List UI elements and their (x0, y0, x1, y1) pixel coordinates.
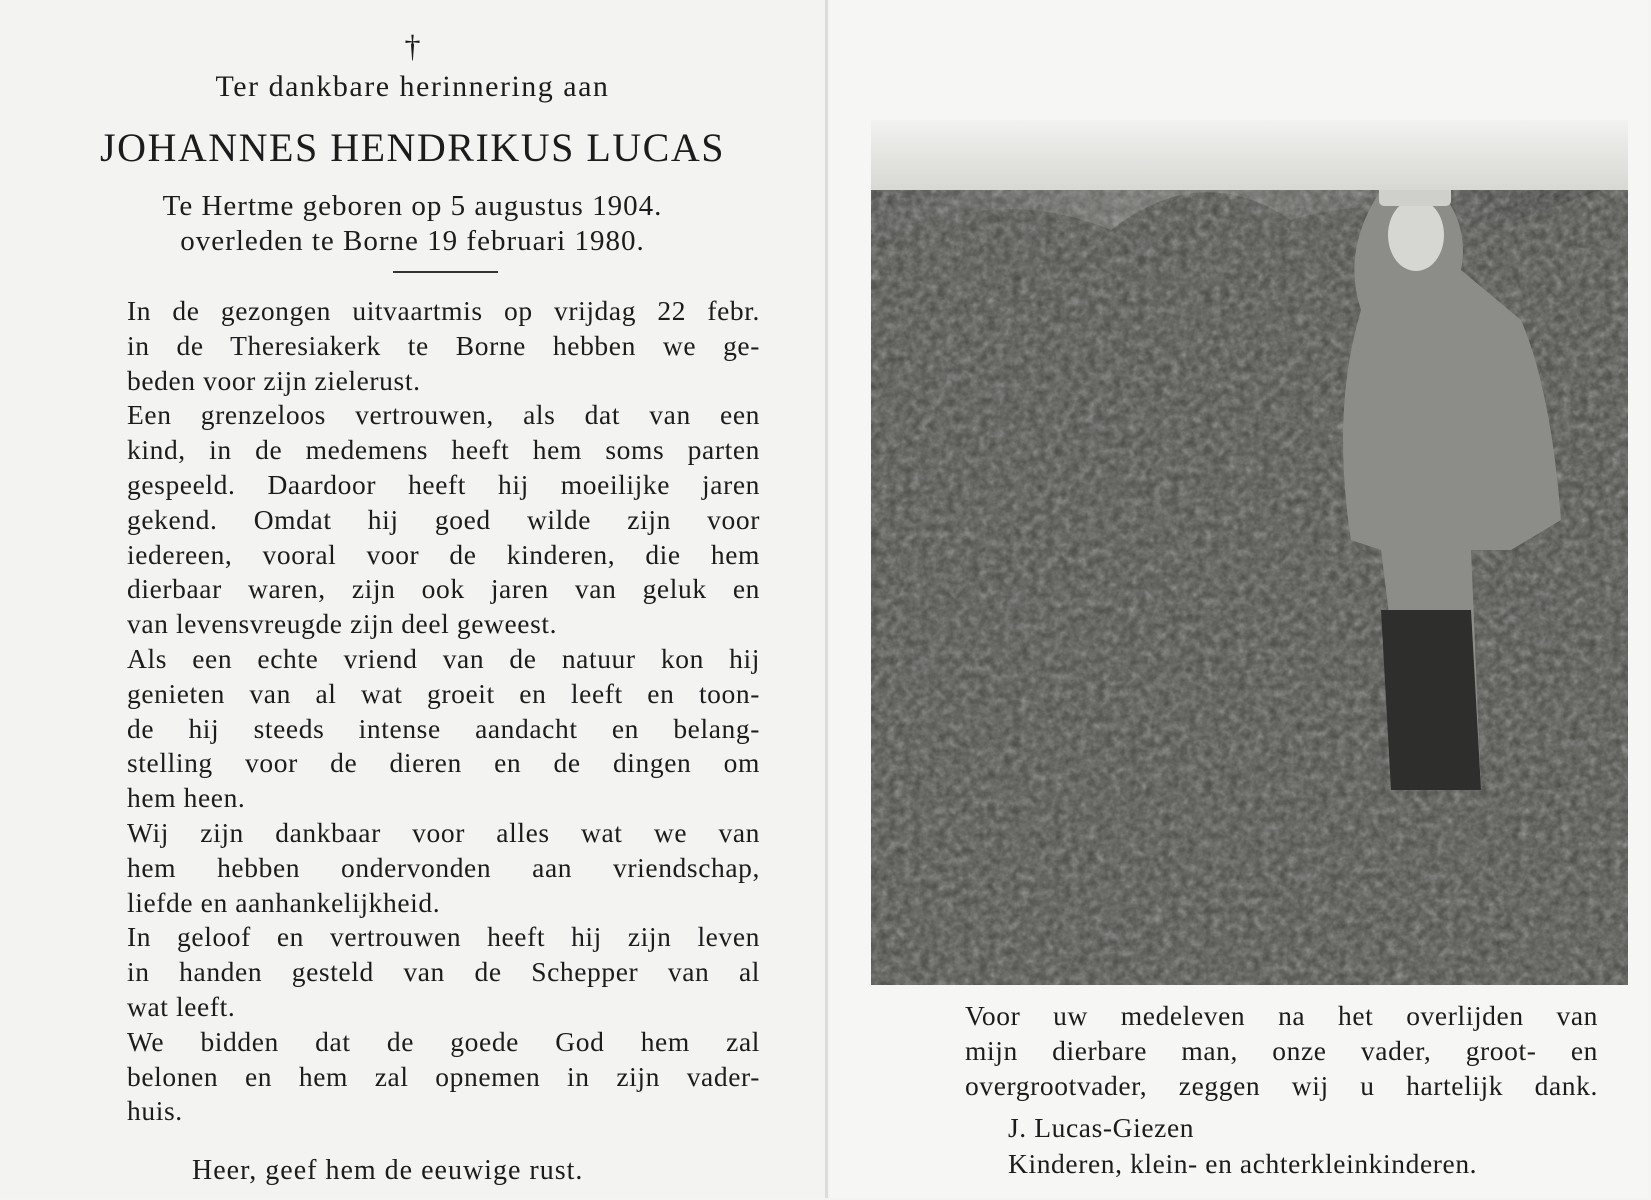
body-line: iedereen, vooral voor de kinderen, die hem (127, 538, 760, 570)
caption-line: mijn dierbare man, onze vader, groot- en (965, 1034, 1598, 1066)
body-line: Een grenzeloos vertrouwen, als dat van een (127, 399, 760, 431)
body-line: Als een echte vriend van de natuur kon hij (127, 642, 760, 674)
body-line: genieten van al wat groeit en leeft en toon- (127, 677, 760, 709)
body-line: kind, in de medemens heeft hem soms parten (127, 434, 760, 466)
body-line: In de gezongen uitvaartmis op vrijdag 22 febr. (127, 295, 760, 326)
deceased-name: JOHANNES HENDRIKUS LUCAS (100, 125, 725, 170)
body-line: hem hebben ondervonden aan vriendschap, (127, 851, 760, 883)
body-line: gespeeld. Daardoor heeft hij moeilijke jaren (127, 468, 760, 500)
card-header: Ter dankbare herinnering aan (215, 70, 610, 103)
body-line: gekend. Omdat hij goed wilde zijn voor (127, 503, 760, 535)
body-line: In geloof en vertrouwen heeft hij zijn leven (127, 921, 760, 953)
cross-icon: † (404, 28, 421, 64)
body-line: de hij steeds intense aandacht en belang- (127, 712, 760, 744)
death-line: overleden te Borne 19 februari 1980. (180, 225, 645, 257)
divider (393, 271, 498, 273)
body-line: belonen en hem zal opnemen in zijn vader- (127, 1060, 760, 1092)
thank-you-caption (965, 998, 1598, 1102)
signature-name: J. Lucas-Giezen (1008, 1112, 1195, 1143)
body-line: in de Theresiakerk te Borne hebben we ge- (127, 329, 760, 361)
body-line: liefde en aanhankelijkheid. (127, 886, 441, 918)
body-line: dierbaar waren, zijn ook jaren van geluk en (127, 573, 760, 605)
caption-line: Voor uw medeleven na het overlijden van (965, 1000, 1598, 1031)
portrait-photo (871, 190, 1628, 985)
body-line: We bidden dat de goede God hem zal (127, 1025, 760, 1057)
body-line: stelling voor de dieren en de dingen om (127, 747, 760, 779)
card-body-text (127, 294, 760, 1129)
body-line: wat leeft. (127, 990, 236, 1022)
signature-block (1008, 1110, 1477, 1182)
family-line: Kinderen, klein- en achterkleinkinderen. (1008, 1148, 1478, 1179)
man-in-heath-illustration (871, 190, 1628, 985)
body-line: Wij zijn dankbaar voor alles wat we van (127, 816, 760, 848)
body-line: huis. (127, 1095, 183, 1127)
closing-prayer: Heer, geef hem de eeuwige rust. (192, 1155, 584, 1186)
body-line: beden voor zijn zielerust. (127, 364, 421, 396)
caption-line: overgrootvader, zeggen wij u hartelijk dank. (965, 1069, 1598, 1101)
body-line: hem heen. (127, 782, 246, 814)
body-line: van levensvreugde zijn deel geweest. (127, 608, 558, 640)
birth-line: Te Hertme geboren op 5 augustus 1904. (162, 190, 663, 222)
body-line: in handen gesteld van de Schepper van al (127, 956, 760, 988)
